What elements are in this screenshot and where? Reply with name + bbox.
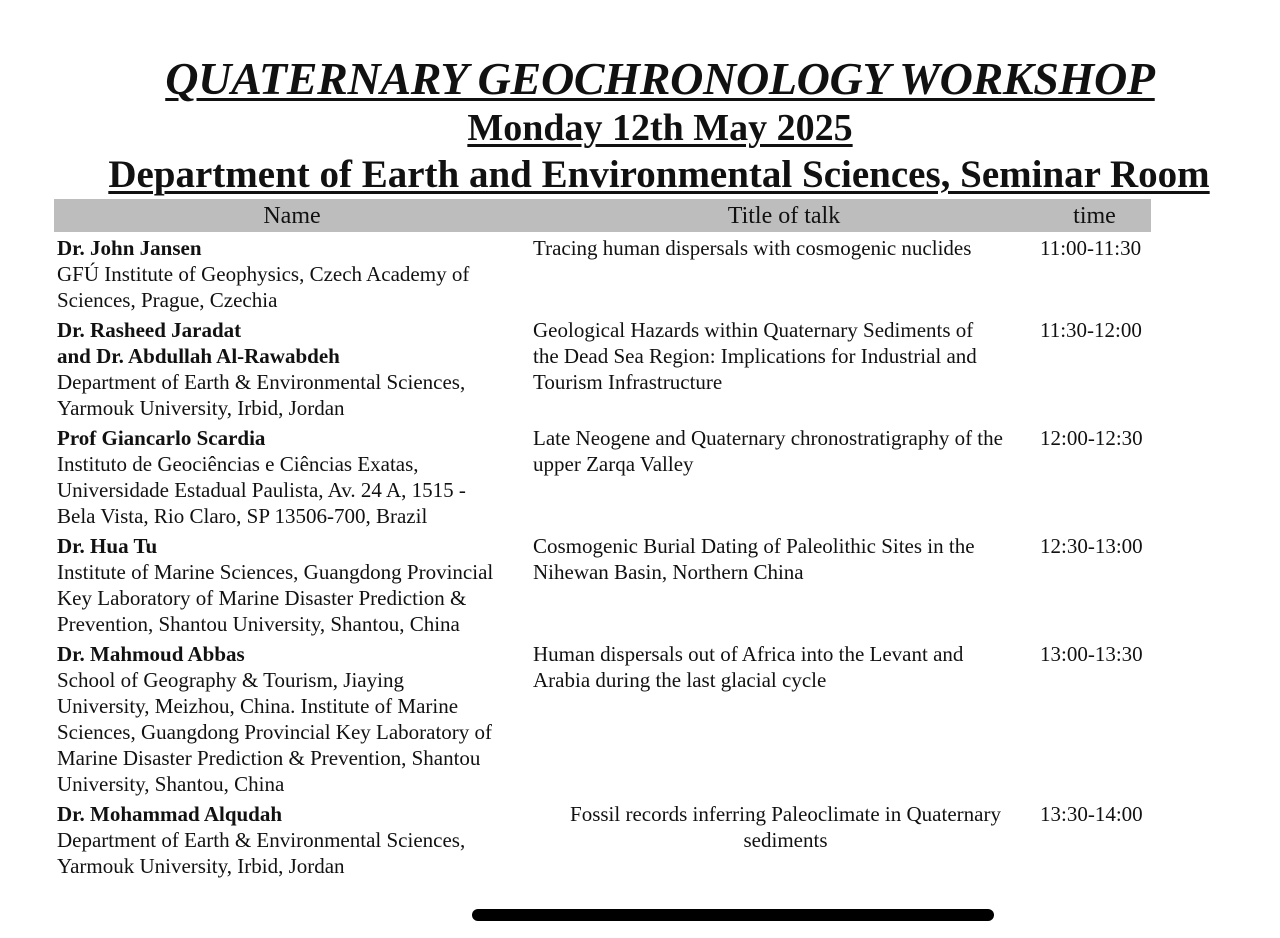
talk-title-line: Nihewan Basin, Northern China	[533, 560, 804, 584]
speaker-cell	[54, 421, 530, 529]
speaker-name: Dr. Hua Tu	[57, 534, 158, 558]
speaker-name: Dr. Mahmoud Abbas	[57, 642, 245, 666]
speaker-cell	[54, 637, 530, 797]
schedule-table	[54, 199, 1151, 879]
speaker-affiliation: GFÚ Institute of Geophysics, Czech Academy of	[57, 262, 470, 286]
table-row	[54, 421, 1151, 529]
speaker-cell	[54, 313, 530, 421]
talk-title-cell	[530, 313, 1038, 421]
home-indicator-bar[interactable]	[472, 909, 994, 921]
talk-title-line: Geological Hazards within Quaternary Sediments of	[533, 318, 974, 342]
speaker-affiliation: Department of Earth & Environmental Sciences,	[57, 828, 466, 852]
table-header-row	[54, 199, 1151, 232]
column-header-name: Name	[54, 199, 530, 232]
talk-title-cell	[530, 637, 1038, 797]
schedule-body	[54, 232, 1151, 879]
speaker-affiliation: Sciences, Prague, Czechia	[57, 288, 278, 312]
speaker-affiliation: Yarmouk University, Irbid, Jordan	[57, 854, 345, 878]
speaker-affiliation: School of Geography & Tourism, Jiaying	[57, 668, 404, 692]
talk-title-line: sediments	[743, 828, 828, 852]
speaker-affiliation: University, Shantou, China	[57, 772, 285, 796]
table-row	[54, 313, 1151, 421]
speaker-affiliation: Yarmouk University, Irbid, Jordan	[57, 396, 345, 420]
speaker-cell	[54, 797, 530, 879]
workshop-title: QUATERNARY GEOCHRONOLOGY WORKSHOP	[165, 53, 1155, 104]
speaker-name: Dr. Mohammad Alqudah	[57, 802, 283, 826]
workshop-date: Monday 12th May 2025	[467, 107, 853, 149]
speaker-affiliation: University, Meizhou, China. Institute of Marine	[57, 694, 459, 718]
speaker-name: Dr. John Jansen	[57, 236, 202, 260]
speaker-affiliation: Institute of Marine Sciences, Guangdong Provincial	[57, 560, 494, 584]
time-slot: 13:30-14:00	[1040, 802, 1143, 826]
time-slot: 11:30-12:00	[1040, 318, 1142, 342]
time-slot: 13:00-13:30	[1040, 642, 1143, 666]
speaker-name: and Dr. Abdullah Al-Rawabdeh	[57, 344, 340, 368]
speaker-affiliation: Universidade Estadual Paulista, Av. 24 A, 1515 -	[57, 478, 466, 502]
talk-title-line: Fossil records inferring Paleoclimate in Quaternary	[570, 802, 1001, 826]
time-slot: 12:30-13:00	[1040, 534, 1143, 558]
talk-title-line: Human dispersals out of Africa into the Levant and	[533, 642, 964, 666]
time-slot: 12:00-12:30	[1040, 426, 1143, 450]
speaker-affiliation: Instituto de Geociências e Ciências Exatas,	[57, 452, 419, 476]
column-header-time: time	[1038, 199, 1151, 232]
table-row	[54, 797, 1151, 879]
speaker-affiliation: Department of Earth & Environmental Sciences,	[57, 370, 466, 394]
table-row	[54, 529, 1151, 637]
talk-title-line: Tracing human dispersals with cosmogenic nuclides	[533, 236, 972, 260]
talk-title-line: Tourism Infrastructure	[533, 370, 723, 394]
column-header-title: Title of talk	[530, 199, 1038, 232]
speaker-affiliation: Prevention, Shantou University, Shantou, China	[57, 612, 460, 636]
speaker-cell	[54, 232, 530, 313]
talk-title-line: Cosmogenic Burial Dating of Paleolithic Sites in the	[533, 534, 975, 558]
table-row	[54, 232, 1151, 313]
talk-title-line: Arabia during the last glacial cycle	[533, 668, 827, 692]
talk-title-cell	[530, 797, 1038, 879]
talk-title-cell	[530, 529, 1038, 637]
workshop-venue: Department of Earth and Environmental Sciences, Seminar Room	[108, 153, 1210, 196]
speaker-affiliation: Key Laboratory of Marine Disaster Prediction &	[57, 586, 467, 610]
talk-title-line: upper Zarqa Valley	[533, 452, 694, 476]
speaker-cell	[54, 529, 530, 637]
talk-title-line: the Dead Sea Region: Implications for Industrial and	[533, 344, 977, 368]
speaker-affiliation: Sciences, Guangdong Provincial Key Laboratory of	[57, 720, 493, 744]
table-row	[54, 637, 1151, 797]
speaker-affiliation: Marine Disaster Prediction & Prevention, Shantou	[57, 746, 481, 770]
talk-title-cell	[530, 421, 1038, 529]
talk-title-cell	[530, 232, 1038, 313]
speaker-name: Prof Giancarlo Scardia	[57, 426, 266, 450]
speaker-name: Dr. Rasheed Jaradat	[57, 318, 242, 342]
talk-title-line: Late Neogene and Quaternary chronostratigraphy of the	[533, 426, 1003, 450]
time-slot: 11:00-11:30	[1040, 236, 1142, 260]
speaker-affiliation: Bela Vista, Rio Claro, SP 13506-700, Brazil	[57, 504, 428, 528]
